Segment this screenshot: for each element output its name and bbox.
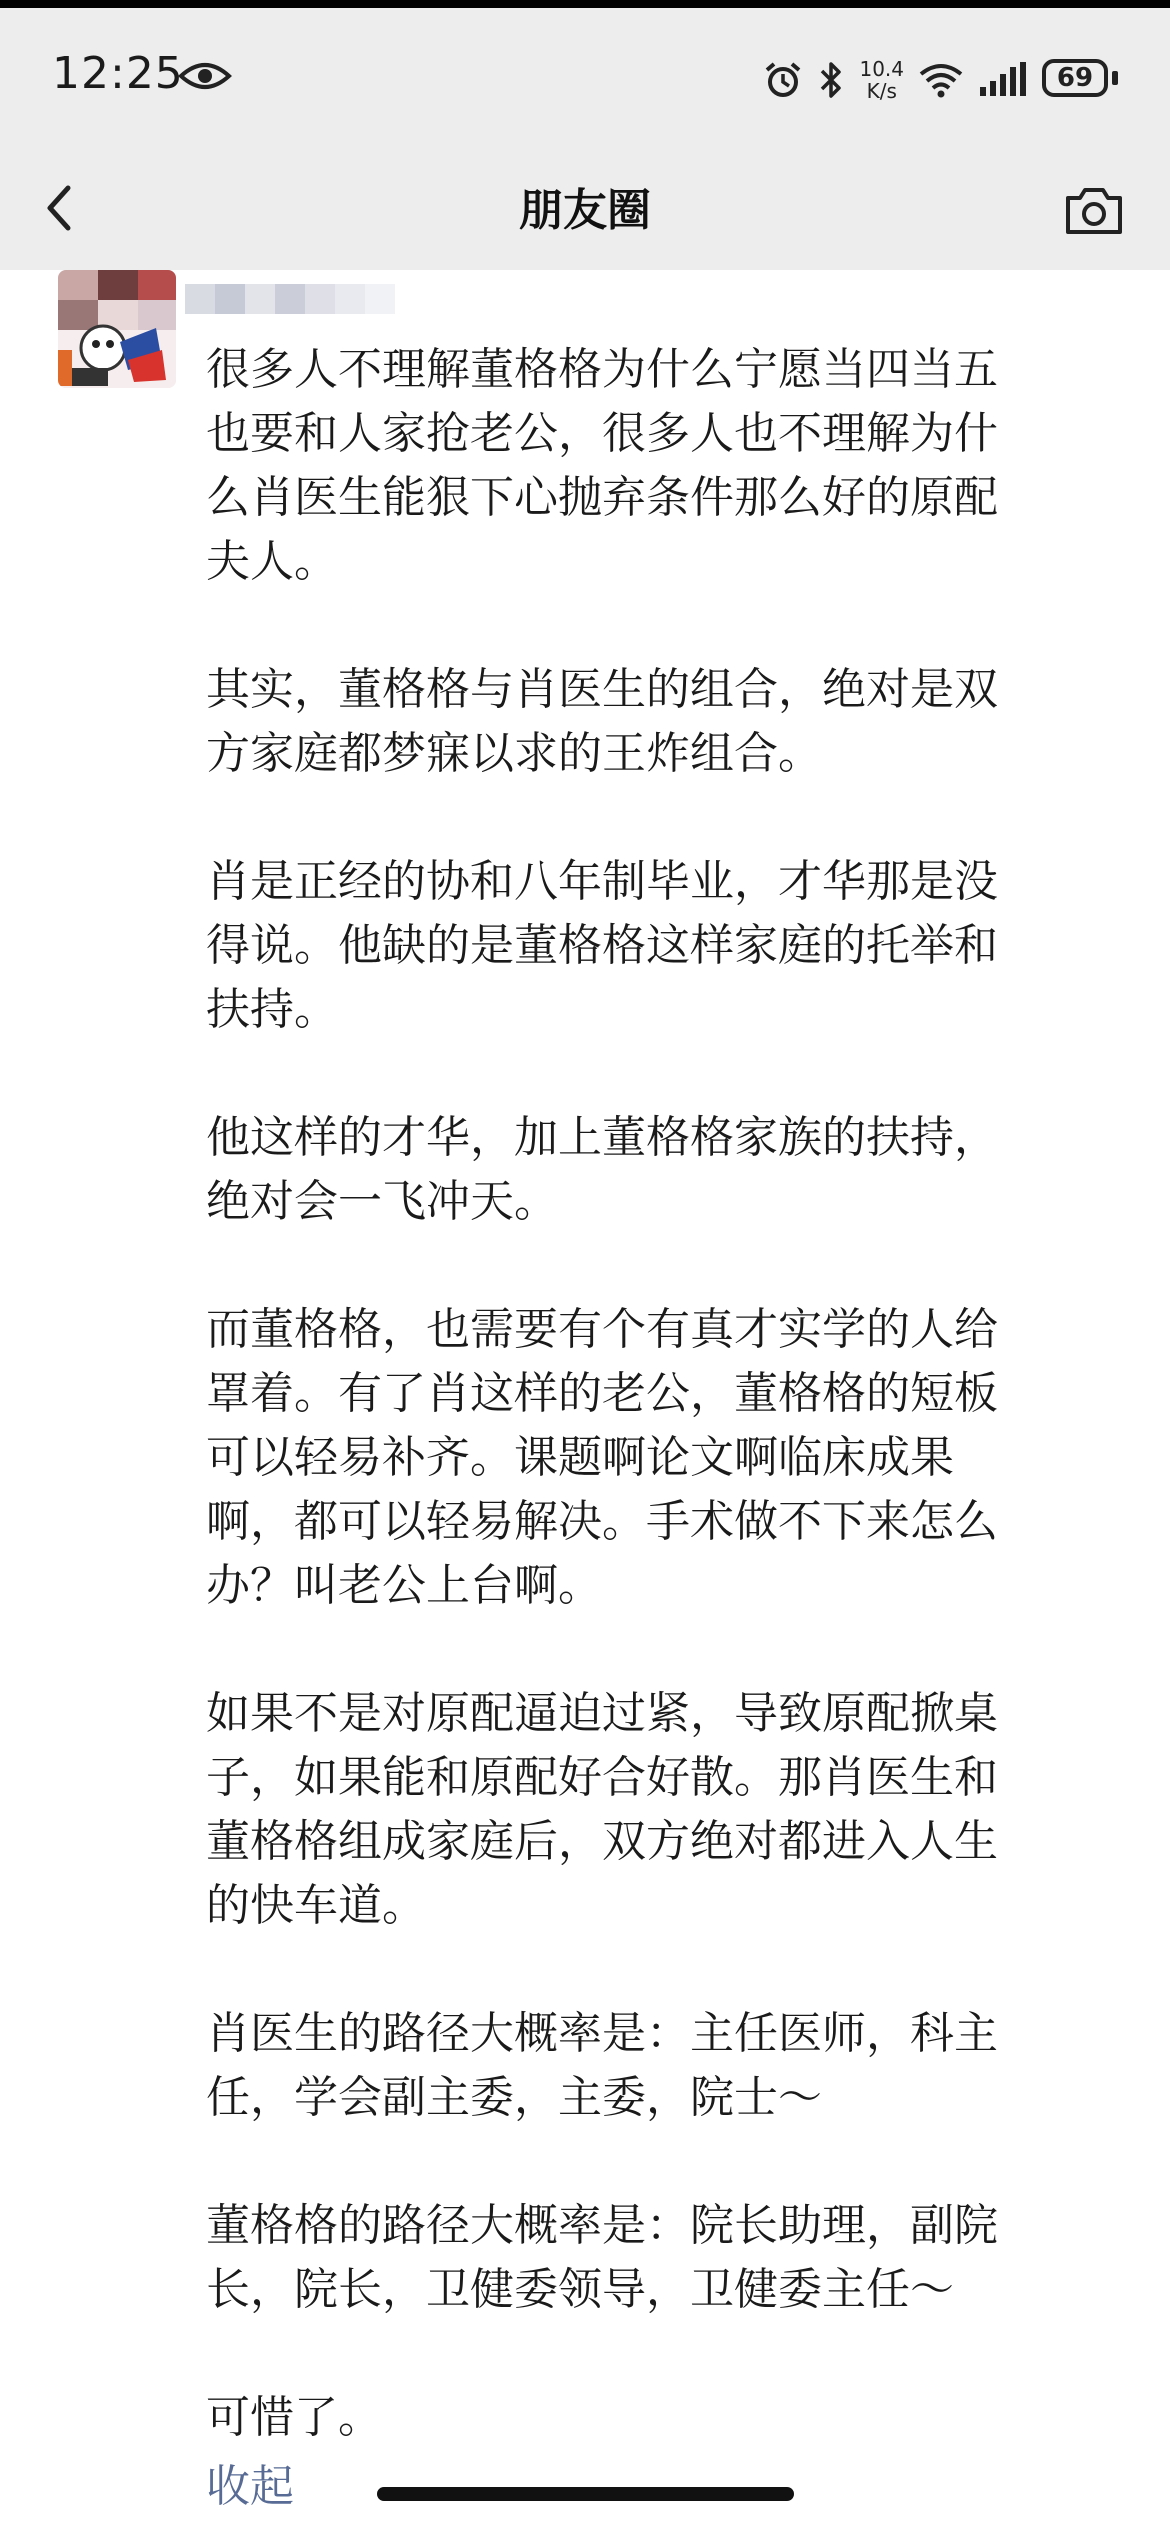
status-icons bbox=[763, 52, 1122, 108]
battery-icon bbox=[1042, 59, 1122, 101]
wifi-icon bbox=[918, 60, 964, 100]
home-indicator[interactable] bbox=[377, 2487, 794, 2501]
network-speed-unit: K/s bbox=[866, 79, 897, 103]
battery-tip bbox=[1112, 71, 1118, 85]
post-paragraph: 而董格格，也需要有个有真才实学的人给 罩着。有了肖这样的老公，董格格的短板 可以轻易补齐。课题啊论文啊临床成果 啊，都可以轻易解决。手术做不下来怎么 办？叫老公上台啊。 bbox=[206, 1304, 998, 1611]
page-title: 朋友圈 bbox=[519, 185, 651, 236]
network-speed-value: 10.4 bbox=[859, 57, 904, 81]
post-paragraph: 肖医生的路径大概率是：主任医师，科主 任，学会副主委，主委，院士～ bbox=[206, 2008, 998, 2123]
post-paragraph: 肖是正经的协和八年制毕业，才华那是没 得说。他缺的是董格格这样家庭的托举和 扶持。 bbox=[206, 856, 998, 1035]
collapse-link[interactable]: 收起 bbox=[206, 2461, 294, 2512]
blurred-username-image bbox=[185, 280, 395, 320]
bluetooth-icon bbox=[817, 60, 845, 100]
status-time: 12:25 bbox=[52, 48, 184, 99]
signal-icon bbox=[978, 60, 1028, 100]
eye-icon bbox=[178, 60, 232, 92]
camera-icon[interactable] bbox=[1062, 182, 1126, 238]
post-body bbox=[206, 338, 1118, 2450]
nav-bar bbox=[0, 146, 1170, 270]
screen-top-edge bbox=[0, 0, 1170, 8]
post-paragraph: 如果不是对原配逼迫过紧，导致原配掀桌 子，如果能和原配好合好散。那肖医生和 董格格组成家庭后，双方绝对都进入人生 的快车道。 bbox=[206, 1688, 998, 1931]
post-paragraph: 其实，董格格与肖医生的组合，绝对是双 方家庭都梦寐以求的王炸组合。 bbox=[206, 664, 998, 779]
post-paragraph: 很多人不理解董格格为什么宁愿当四当五 也要和人家抢老公，很多人也不理解为什 么肖医生能狠下心抛弃条件那么好的原配 夫人。 bbox=[206, 344, 998, 587]
post-paragraph: 可惜了。 bbox=[206, 2392, 382, 2443]
avatar[interactable] bbox=[58, 270, 176, 388]
post-paragraph: 他这样的才华，加上董格格家族的扶持， 绝对会一飞冲天。 bbox=[206, 1112, 998, 1227]
avatar-image bbox=[58, 270, 176, 388]
alarm-icon bbox=[763, 60, 803, 100]
status-bar bbox=[0, 8, 1170, 146]
post-paragraph: 董格格的路径大概率是：院长助理，副院 长，院长，卫健委领导，卫健委主任～ bbox=[206, 2200, 998, 2315]
blurred-username[interactable] bbox=[185, 280, 395, 320]
battery-level: 69 bbox=[1042, 59, 1108, 97]
network-speed bbox=[859, 58, 904, 102]
